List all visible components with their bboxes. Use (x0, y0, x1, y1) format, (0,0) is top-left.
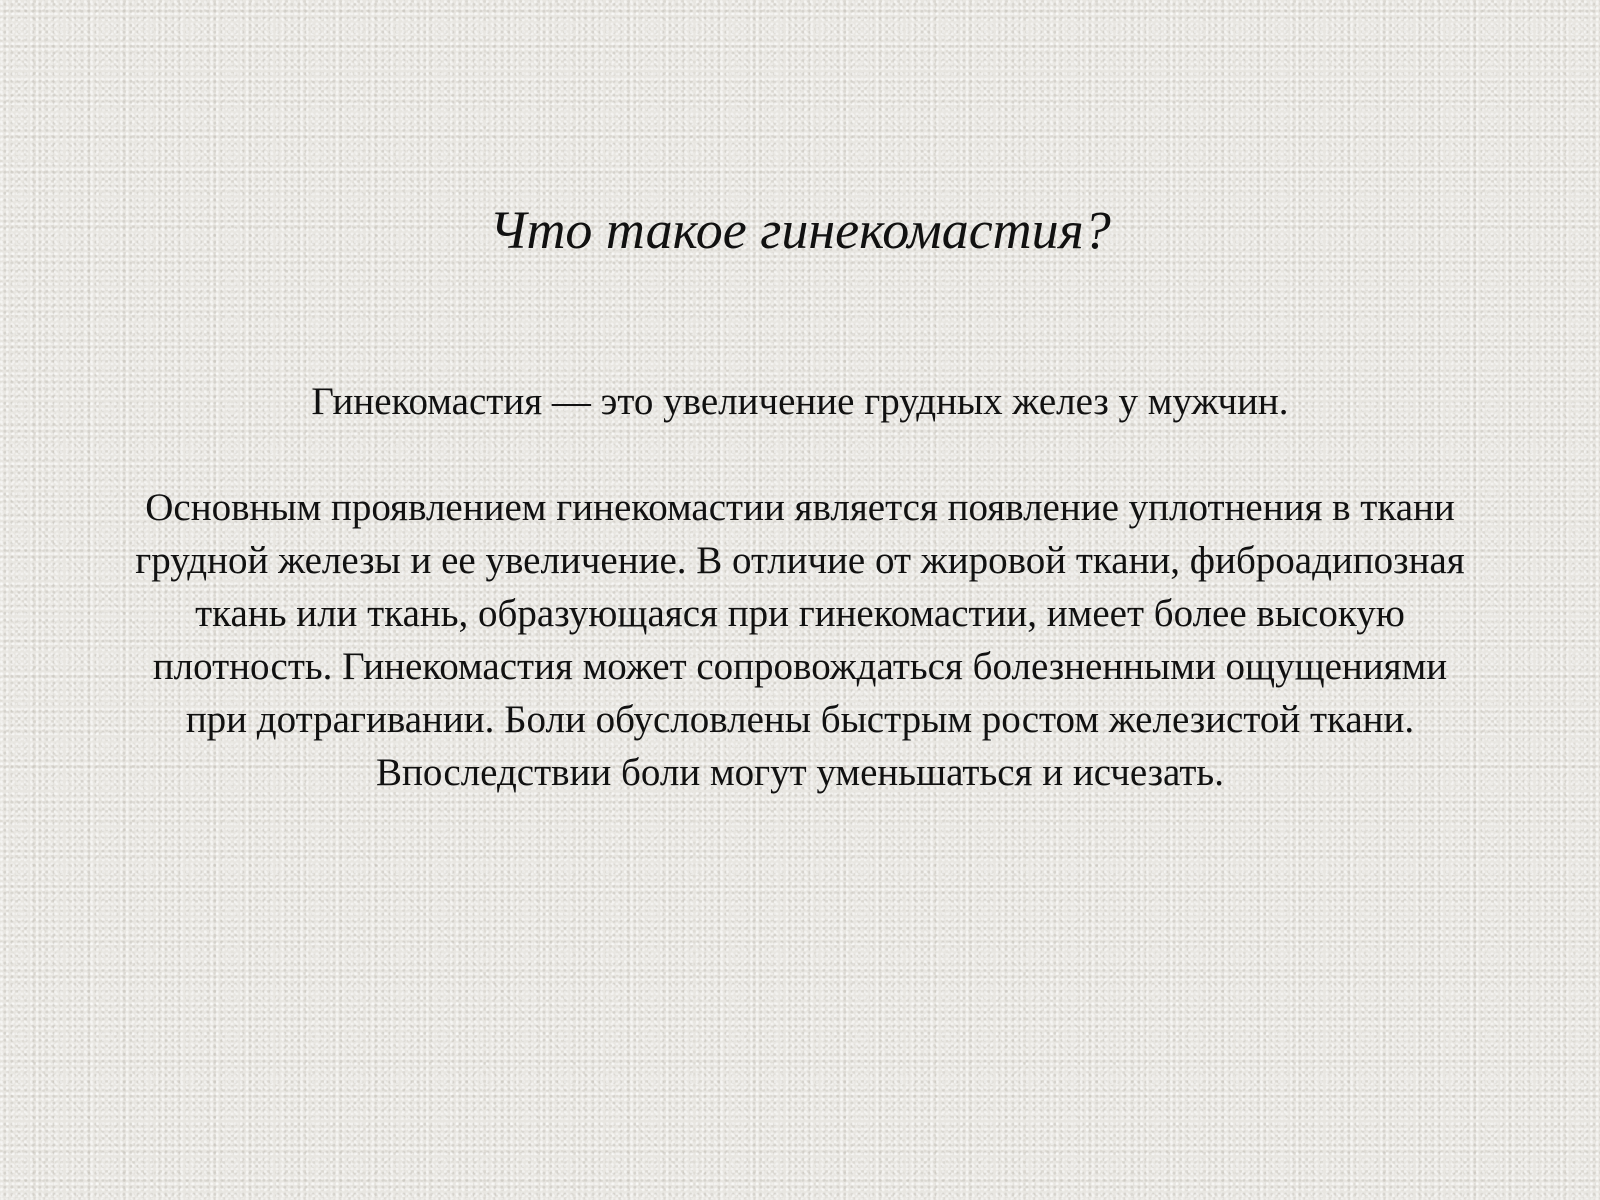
slide-body (130, 375, 1470, 799)
description-paragraph: Основным проявлением гинекомастии является появление уплотнения в ткани грудной железы и ее увеличение. В отличие от жировой ткани, фиброадипозная ткань или ткань, образующаяся при гинекомастии, имеет более высокую плотность. Гинекомастия может сопровождаться болезненными ощущениями при дотрагивании. Боли обусловлены быстрым ростом железистой ткани. Впоследствии боли могут уменьшаться и исчезать. (135, 486, 1465, 794)
definition-paragraph: Гинекомастия — это увеличение грудных желез у мужчин. (311, 380, 1289, 423)
slide-title: Что такое гинекомастия? (489, 200, 1111, 260)
